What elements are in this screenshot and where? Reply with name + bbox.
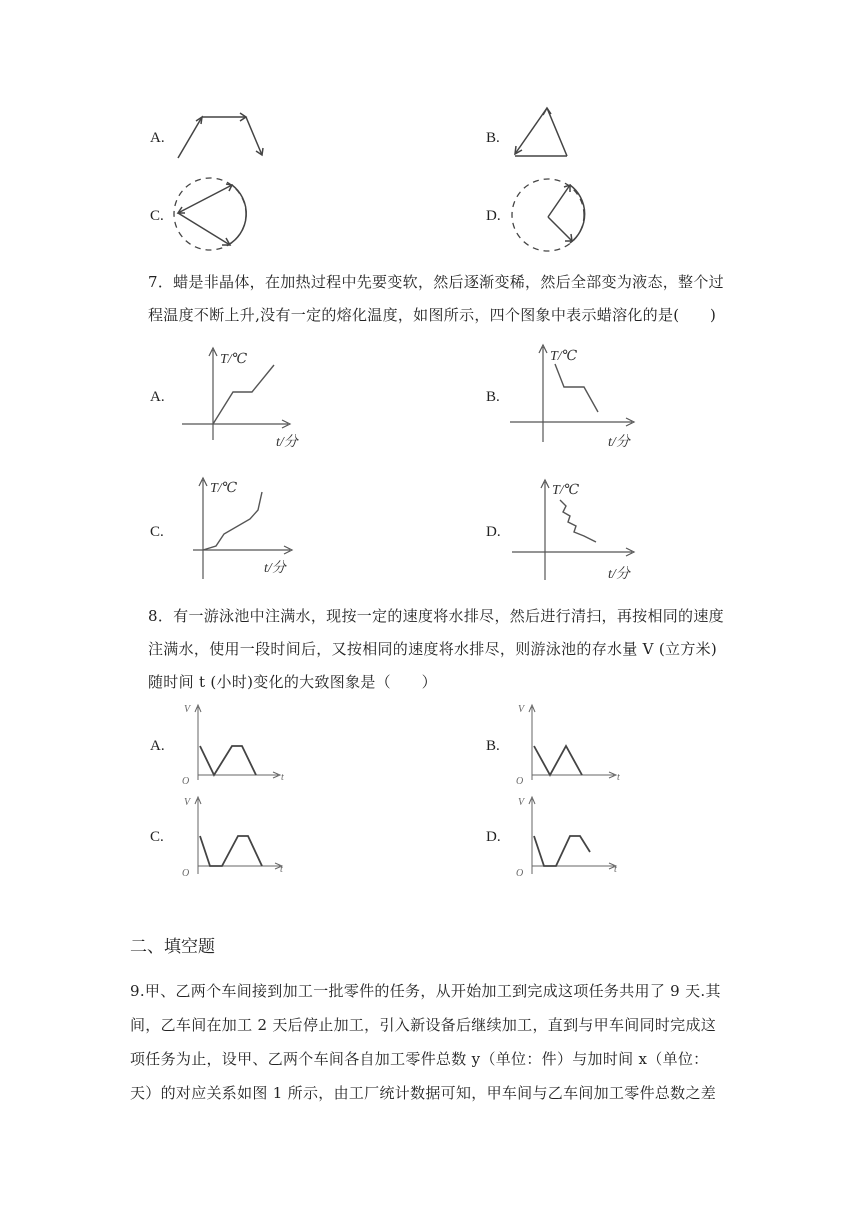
q8-text-line-1: 8．有一游泳池中注满水，现按一定的速度将水排尽，然后进行清扫，再按相同的速度 xyxy=(148,607,724,625)
q9-text-line-3: 项任务为止，设甲、乙两个车间各自加工零件总数 y（单位：件）与加时间 x（单位： xyxy=(130,1050,709,1068)
q6-option-b-diagram xyxy=(505,100,585,165)
q7-a-x-axis-label: t/分 xyxy=(276,435,298,450)
q7-b-y-axis-label: T/℃ xyxy=(550,349,578,364)
q7-option-d-label: D. xyxy=(486,524,501,540)
q7-option-a-label: A. xyxy=(150,389,165,405)
q6-option-d-diagram xyxy=(508,175,593,255)
q9-text-line-2: 间，乙车间在加工 2 天后停止加工，引入新设备后继续加工，直到与甲车间同时完成这 xyxy=(130,1016,717,1034)
q7-option-b-graph xyxy=(508,342,653,452)
q8-a-x-axis-label: t xyxy=(281,772,284,783)
section-title-fill-in-blank: 二、填空题 xyxy=(130,937,215,957)
q8-c-origin-label: O xyxy=(182,868,190,879)
q7-option-c-graph xyxy=(178,472,308,582)
q8-d-origin-label: O xyxy=(516,868,524,879)
q6-option-c-diagram xyxy=(170,175,255,255)
q8-text xyxy=(148,600,748,699)
q7-d-x-axis-label: t/分 xyxy=(608,567,630,582)
q7-b-x-axis-label: t/分 xyxy=(608,435,630,450)
q8-option-d-label: D. xyxy=(486,829,501,845)
q8-option-d-graph xyxy=(514,794,629,879)
q7-text xyxy=(148,266,748,332)
q8-option-a-label: A. xyxy=(150,738,165,754)
q8-d-y-axis-label: V xyxy=(518,797,525,808)
q8-option-c-label: C. xyxy=(150,829,164,845)
q8-text-line-3: 随时间 t (小时)变化的大致图象是（ ） xyxy=(148,673,437,691)
q8-text-line-2: 注满水，使用一段时间后，又按相同的速度将水排尽，则游泳池的存水量 V (立方米) xyxy=(148,640,718,658)
q9-text-line-1: 9.甲、乙两个车间接到加工一批零件的任务，从开始加工到完成这项任务共用了 9 天.其 xyxy=(130,982,721,1000)
q9-text xyxy=(130,974,750,1110)
q8-option-b-graph xyxy=(514,702,629,787)
q7-c-y-axis-label: T/℃ xyxy=(210,481,238,496)
q6-option-a-label: A. xyxy=(150,130,165,146)
q8-a-origin-label: O xyxy=(182,776,190,787)
q7-option-b-label: B. xyxy=(486,389,500,405)
q8-b-y-axis-label: V xyxy=(518,704,525,715)
q8-c-y-axis-label: V xyxy=(184,797,191,808)
q7-c-x-axis-label: t/分 xyxy=(264,561,286,576)
q6-option-c-label: C. xyxy=(150,208,164,224)
q7-text-line-1: 7．蜡是非晶体，在加热过程中先要变软，然后逐渐变稀，然后全部变为液态，整个过 xyxy=(148,273,724,291)
q7-option-a-graph xyxy=(178,345,318,455)
q7-option-d-graph xyxy=(508,474,648,584)
q6-option-d-label: D. xyxy=(486,208,501,224)
q8-a-y-axis-label: V xyxy=(184,704,191,715)
q8-option-a-graph xyxy=(180,702,290,787)
q6-option-a-diagram xyxy=(170,105,280,165)
q8-d-x-axis-label: t xyxy=(614,864,617,875)
q7-option-c-label: C. xyxy=(150,524,164,540)
q8-c-x-axis-label: t xyxy=(280,864,283,875)
q7-text-line-2: 程温度不断上升,没有一定的熔化温度，如图所示，四个图象中表示蜡溶化的是( ) xyxy=(148,306,717,324)
q9-text-line-4: 天）的对应关系如图 1 所示，由工厂统计数据可知，甲车间与乙车间加工零件总数之差 xyxy=(130,1084,717,1102)
q8-option-b-label: B. xyxy=(486,738,500,754)
q6-option-b-label: B. xyxy=(486,130,500,146)
q7-a-y-axis-label: T/℃ xyxy=(220,352,248,367)
q7-d-y-axis-label: T/℃ xyxy=(552,483,580,498)
q8-option-c-graph xyxy=(180,794,295,879)
q8-b-x-axis-label: t xyxy=(617,772,620,783)
q8-b-origin-label: O xyxy=(516,776,524,787)
